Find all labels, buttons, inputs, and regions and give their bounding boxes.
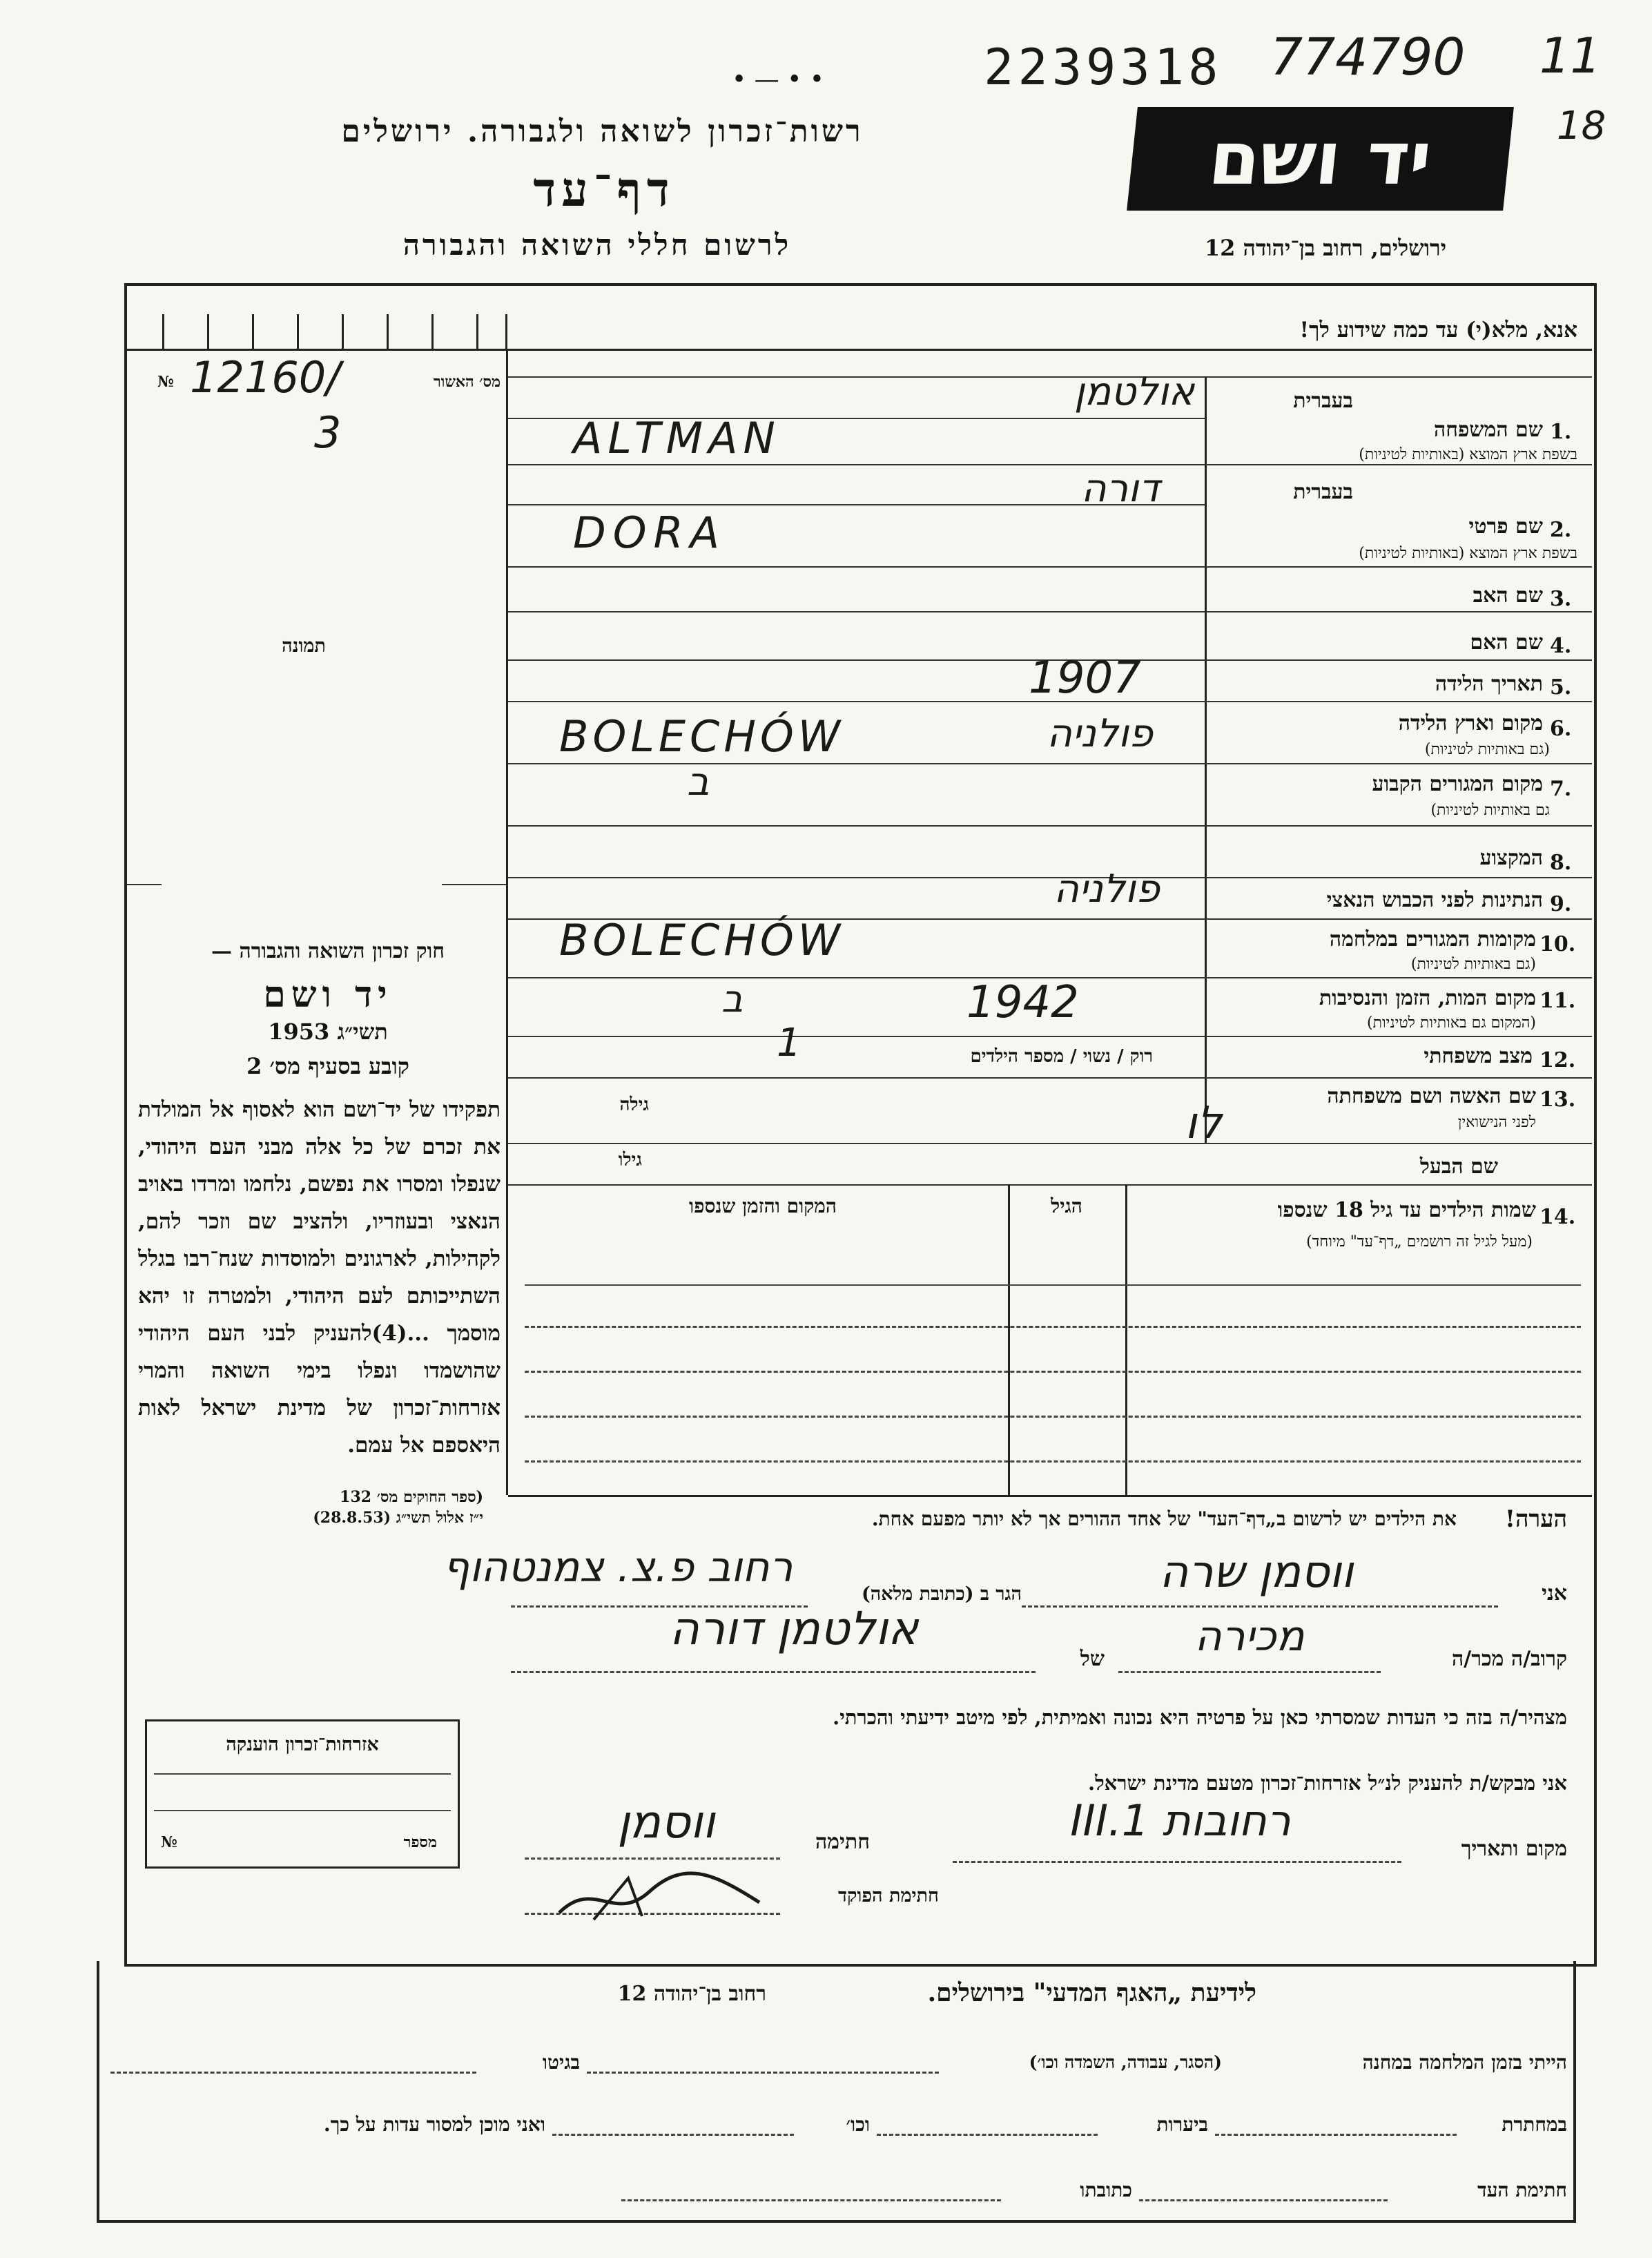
field-11-note: (המקום גם באותיות לטיניות) [1367,1014,1536,1032]
witness-lives-label: הגר ב (כתובת מלאה) [861,1583,1022,1605]
field-1-value-latin[interactable]: ALTMAN [573,413,781,463]
field-6-label: מקום וארץ הלידה [1398,711,1543,735]
signature-label: חתימה [815,1830,870,1854]
law-ref-2: י״ז אלול תשי״ג (28.8.53) [313,1509,483,1527]
line [1022,1605,1498,1608]
field-13-num: 13. [1539,1088,1576,1112]
photo-label: תמונה [282,635,326,657]
field-13-label: שם האשה ושם משפחתה [1327,1084,1536,1108]
note-text: את הילדים יש לרשום ב„דף־העד" של אחד ההורים אך לא יותר מפעם אחת. [871,1507,1457,1530]
rule [508,566,1592,568]
witness-i-label: אני [1542,1581,1567,1605]
corner-mark-2: 18 [1557,104,1606,148]
children-row-line [525,1460,1581,1463]
field-3-num: 3. [1550,587,1572,611]
witness-address[interactable]: רחוב פ.צ. צמנטהוף [443,1543,793,1592]
witness-request: אני מבקש/ת להעניק לנ״ל אזרחות־זכרון מטעם מדינת ישראל. [1088,1771,1567,1795]
field-9-label: הנתינות לפני הכבוש הנאצי [1326,888,1543,912]
witness-relative-label: קרוב/ה מכר/ה [1452,1647,1567,1671]
footer-line1-paren: (הסגר, עבודה, השמדה וכו׳) [1029,2052,1222,2072]
yad-vashem-logo [1127,107,1514,211]
footer-line2-mid2: וכו׳ [846,2113,870,2136]
footer-address: רחוב בן־יהודה 12 [617,1982,766,2006]
rule [508,611,1592,612]
citizenship-box [145,1719,460,1869]
rule [508,1036,1592,1037]
footer-line2-start: במחתרת [1502,2113,1567,2136]
logo-text: יד ושם [1205,116,1436,201]
tick-marks [162,314,507,349]
field-5-value[interactable]: 1907 [1029,653,1141,704]
form-title: דף־עד [533,162,675,218]
org-line: רשות־זכרון לשואה ולגבורה. ירושלים [341,114,864,149]
line [511,1671,1036,1673]
field-2-note: בשפת ארץ המוצא (באותיות לטיניות) [1359,545,1577,562]
field-12-options: רוק / נשוי / מספר הילדים [970,1046,1153,1067]
witness-declaration: מצהיר/ה בזה כי העדות שמסרתי כאן על פרטיה היא נכונה ואמיתית, לפי מיטב ידיעתי והכרתי. [833,1706,1567,1729]
approval-value[interactable]: 12160/ [190,352,341,403]
citizenship-line [154,1773,451,1775]
line [1118,1671,1381,1673]
field-4-label: שם האם [1470,630,1543,655]
law-ref-1: (ספר החוקים מס׳ 132 [340,1488,483,1506]
field-7-label: מקום המגורים הקבוע [1372,772,1543,796]
husband-label: שם הבעל [1419,1155,1498,1179]
field-6-note: (גם באותיות לטיניות) [1424,741,1550,758]
place-date-value[interactable]: רחובות 1.III [1070,1795,1291,1846]
top-row-line [127,349,1592,351]
line [1139,2199,1388,2201]
handwritten-number: 774790 [1270,28,1466,87]
footer-line2-end: ואני מוכן למסור עדות על כך. [323,2113,545,2136]
field-8-label: המקצוע [1479,846,1543,870]
footer-line1-start: הייתי בזמן המלחמה במחנה [1362,2051,1567,2074]
field-1-value-he[interactable]: אולטמן [1073,369,1194,414]
footer-line2-mid1: ביערות [1156,2113,1208,2136]
witness-of-label: של [1080,1647,1105,1671]
field-2-num: 2. [1550,518,1572,542]
citizenship-number-label: מספר [403,1833,437,1851]
field-12-label: מצב משפחתי [1423,1044,1533,1068]
rule [508,1077,1592,1079]
ink-dots: • — • • [732,66,825,94]
wife-age-label: גילה [619,1094,649,1115]
field-9-value[interactable]: פולניה [1053,867,1160,911]
signature-value[interactable]: ווסמן [617,1795,715,1849]
field-7-note: גם באותיות לטיניות) [1430,802,1550,819]
label-divider [1205,376,1207,1143]
field-11-label: מקום המות, הזמן והנסיבות [1319,986,1536,1010]
stamp-number: 2239318 [984,38,1223,96]
citizenship-sign: № [161,1833,177,1851]
footer-line3-end: כתובתו [1080,2179,1132,2201]
children-row-line [525,1284,1581,1286]
top-prompt: אנא, מלא(י) עד כמה שידוע לך! [1299,318,1577,342]
children-bottom [508,1495,1592,1497]
field-9-num: 9. [1550,892,1572,916]
witness-name[interactable]: ווסמן שרה [1159,1547,1354,1598]
field-1-num: 1. [1550,420,1572,444]
field-5-label: תאריך הלידה [1435,672,1543,696]
field-1-tag: בעברית [1293,389,1353,413]
law-year: תשי״ג 1953 [268,1019,388,1045]
law-title: חוק זכרון השואה והגבורה — [211,939,445,963]
field-10-num: 10. [1539,932,1576,956]
field-11-year[interactable]: 1942 [966,977,1079,1028]
children-col-place: המקום והזמן שנספו [689,1195,837,1217]
witness-of-name[interactable]: אולטמן דורה [669,1602,919,1655]
corner-mark: 11 [1539,28,1602,84]
citizenship-title: אזרחות־זכרון הוענקה [226,1734,379,1755]
approval-sign: № [157,373,174,391]
rule [508,1184,1592,1186]
children-col-2 [1125,1184,1127,1495]
field-6-value-latin[interactable]: BOLECHÓW [559,711,845,762]
children-label: שמות הילדים עד גיל 18 שנספו [1277,1198,1536,1222]
law-clause: קובע בסעיף מס׳ 2 [246,1053,409,1079]
field-1-label: שם המשפחה [1433,418,1543,442]
law-text: תפקידו של יד־ושם הוא לאסוף אל המולדת את זכרם של כל אלה מבני העם היהודי, שנפלו ומסרו את נפשם, נלחמו ומרדו באויב הנאצי ובעוזריו, ולהציב שם וזכר להם, לקהילות, לארגונים ולמוסדות שנח־רבו בגלל השתייכותם לעם היהודי, ולמטרה זו יהא מוסמך ...(4)להעניק לבני העם היהודי שהושמדו ונפלו בימי השואה והמרי אזרחות־זכרון של מדינת ישראל לאות היאספם אל עמם. [138,1097,501,1458]
approval-value-2[interactable]: 3 [314,407,342,458]
field-5-num: 5. [1550,675,1572,699]
field-7-num: 7. [1550,777,1572,801]
field-11-num: 11. [1539,989,1576,1013]
line [110,2072,476,2074]
children-note: (מעל לגיל זה רושמים „דף־עד" מיוחד) [1306,1233,1533,1251]
rule [508,464,1592,465]
field-10-note: (גם באותיות לטיניות) [1410,956,1536,973]
children-col-1 [1008,1184,1010,1495]
photo-bottom-line [442,884,506,885]
field-1-note: בשפת ארץ המוצא (באותיות לטיניות) [1359,446,1577,463]
footer-line3-start: חתימת העד [1477,2179,1567,2201]
line [552,2134,794,2136]
field-10-value[interactable]: BOLECHÓW [559,915,845,965]
line [953,1861,1401,1863]
field-7-value[interactable]: ב [687,760,710,804]
husband-age-label: גילו [618,1150,642,1170]
children-num: 14. [1539,1205,1576,1229]
line [621,2199,1001,2201]
children-row-line [525,1416,1581,1418]
officer-label: חתימת הפוקד [838,1885,939,1907]
field-12-value[interactable]: 1 [777,1021,801,1065]
field-3-label: שם האב [1473,583,1543,608]
field-2-label: שם פרטי [1468,514,1543,539]
line [587,2072,939,2074]
photo-bottom-line-left [127,884,162,885]
field-11-place[interactable]: ב [721,977,744,1021]
field-2-value-latin[interactable]: DORA [573,508,727,558]
line [877,2134,1098,2136]
officer-signature-scribble [552,1864,773,1927]
field-8-num: 8. [1550,851,1572,875]
approval-label: מס׳ האשור [433,373,501,391]
field-12-num: 12. [1539,1048,1576,1072]
column-divider [506,349,508,1495]
line [1215,2134,1457,2136]
field-10-label: מקומות המגורים במלחמה [1329,927,1536,952]
children-col-age: הגיל [1051,1195,1082,1217]
field-6-value-he[interactable]: פולניה [1047,711,1153,756]
rule [508,825,1592,827]
note-label: הערה! [1505,1505,1567,1533]
field-13-note: לפני הנישואין [1457,1114,1536,1131]
footer-title: לידיעת „האגף המדעי" בירושלים. [927,1978,1256,2007]
place-date-label: מקום ותאריך [1461,1837,1567,1861]
field-4-num: 4. [1550,634,1572,658]
field-2-tag: בעברית [1293,480,1353,504]
rule [508,763,1592,764]
witness-relation[interactable]: מכירה [1194,1612,1305,1661]
law-logo: יד ושם [263,974,393,1016]
children-row-line [525,1371,1581,1373]
husband-value[interactable]: לו [1185,1098,1222,1149]
address: ירושלים, רחוב בן־יהודה 12 [1204,235,1447,261]
citizenship-line [154,1810,451,1811]
line [525,1857,780,1860]
children-row-line [525,1326,1581,1328]
form-subtitle: לרשום חללי השואה והגבורה [402,228,792,262]
footer-line1-end: בגיטו [542,2051,580,2074]
field-2-value-he[interactable]: דורה [1080,466,1160,511]
rule [508,1143,1592,1144]
field-6-num: 6. [1550,717,1572,741]
